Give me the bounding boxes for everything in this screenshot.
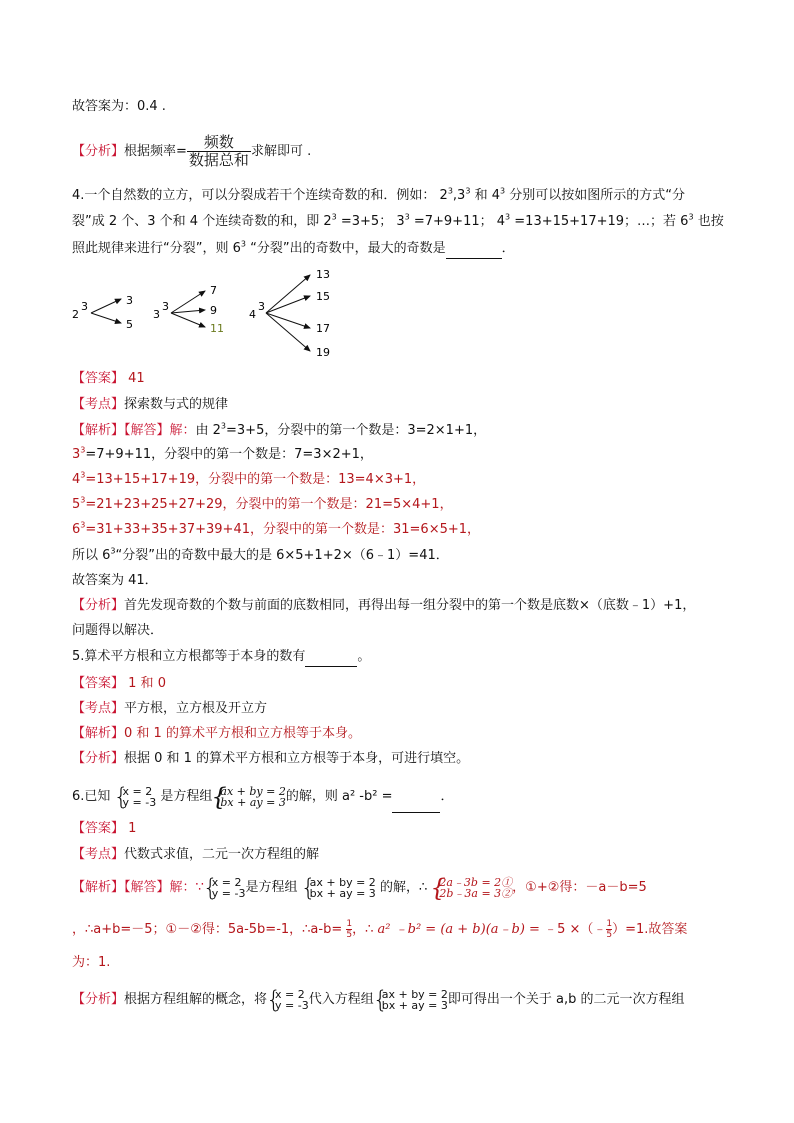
- q6-jiexi-1: 【解析】【解答】解：∵ { x = 2 y = -3 是方程组 { ax + by = 2 bx + ay = 3 的解，∴ { 2a﹣3b = 2① 2b﹣3a = 3② ，①+②得：－a－b=5: [72, 873, 647, 903]
- neg-one-fifth: $\frac{1}{5}$: [346, 919, 353, 940]
- q6-stem: 6.已知 { x = 2 y = -3 是方程组 { ax + by = 2 bx + ay = 3 的解，则 a² -b² = ．: [72, 782, 454, 813]
- analysis-post: 求解即可 .: [250, 144, 312, 159]
- arrow-3-1: [171, 291, 205, 313]
- answer-blank[interactable]: [305, 648, 357, 667]
- analysis-pre: 根据频率=: [124, 144, 187, 159]
- arrow-4-3: [266, 313, 310, 328]
- q4-jiexi-6: 所以 $6^3“$分裂”出的奇数中最大的是 6×5+1+2×（6﹣1）=41．: [72, 546, 449, 563]
- arrow-3-3: [171, 313, 205, 327]
- q6-answer: 【答案】 1: [72, 821, 137, 836]
- equation-system: { ax + by = 2 bx + ay = 3: [212, 786, 285, 808]
- q4-jiexi-3: $4^3=13+15+17+19$，分裂中的第一个数是：13=4×3+1，: [72, 470, 426, 487]
- exp-2: 3: [81, 300, 88, 313]
- analysis-tag: 【分析】: [72, 144, 125, 159]
- item-15: 15: [316, 290, 330, 303]
- exp-4: 3: [258, 300, 265, 313]
- equation-system: { ax + by = 2 bx + ay = 3: [302, 877, 376, 899]
- one-fifth: $\frac{1}{5}$: [606, 919, 613, 940]
- q4-line1: 4.一个自然数的立方，可以分裂成若干个连续奇数的和．例如： $2^3,3^3$ 和 $4^3$ 分别可以按如图所示的方式“分: [72, 186, 685, 203]
- q4-fenxi-2: 问题得以解决．: [72, 623, 164, 638]
- arrow-4-2: [266, 296, 310, 313]
- base-3: 3: [153, 308, 160, 321]
- q4-jiexi-5: $6^3=31+33+35+37+39+41$，分裂中的第一个数是：31=6×5+1，: [72, 520, 481, 537]
- equation-system: { ax + by = 2 bx + ay = 3: [374, 989, 448, 1011]
- base-2: 2: [72, 308, 79, 321]
- q6-jiexi-3: 为：1.: [72, 955, 111, 970]
- q4-line2: 裂”成 2 个、3 个和 4 个连续奇数的和，即 $2^3 =3+5$； $3^3 =7+9+11$； $4^3 =13+15+17+19$；…；若 $6^3$ 也按: [72, 212, 724, 229]
- frequency-fraction: $\frac{\text{频数}}{\text{数据总和}}$: [188, 133, 249, 169]
- q4-jiexi-1: 【解析】【解答】解：由 $2^3=3+5$，分裂中的第一个数是：3=2×1+1，: [72, 421, 487, 438]
- solution-system: { x = 2 y = -3: [204, 877, 246, 899]
- arrow-4-4: [266, 313, 310, 351]
- answer-blank[interactable]: [392, 782, 440, 813]
- arrow-3-2: [171, 310, 205, 313]
- q5-jiexi: 【解析】0 和 1 的算术平方根和立方根等于本身。: [72, 726, 361, 741]
- q4-line3: 照此规律来进行“分裂”，则 $6^3$ “分裂”出的奇数中，最大的奇数是 ．: [72, 240, 515, 259]
- arrow-2-1: [91, 299, 121, 313]
- q6-fenxi: 【分析】根据方程组解的概念，将 { x = 2 y = -3 代入方程组 { ax + by = 2 bx + ay = 3 即可得出一个关于 a,b 的二元一次方程组: [72, 985, 685, 1015]
- q5-answer: 【答案】 1 和 0: [72, 676, 166, 691]
- q4-jiexi-2: $3^3=7+9+11$，分裂中的第一个数是：7=3×2+1，: [72, 445, 373, 462]
- item-9: 9: [210, 304, 217, 317]
- item-7: 7: [210, 284, 217, 297]
- item-11: 11: [210, 322, 224, 335]
- q5-fenxi: 【分析】根据 0 和 1 的算术平方根和立方根等于本身，可进行填空。: [72, 751, 470, 766]
- q4-jiexi-7: 故答案为 41．: [72, 573, 158, 588]
- exp-3: 3: [162, 300, 169, 313]
- q6-jiexi-2: ，∴a+b=－5；①－②得：5a-5b=-1，∴a-b= $\frac{1}{5}$，∴ a² ﹣b² = (a + b)(a﹣b) = ﹣5 ×（﹣ $\frac{1}{5})=1$.故答案: [72, 919, 688, 940]
- arrow-4-1: [266, 275, 310, 313]
- solution-system: { x = 2 y = -3: [267, 989, 309, 1011]
- arrow-2-2: [91, 313, 121, 323]
- item-17: 17: [316, 322, 330, 335]
- solution-system: { x = 2 y = -3: [115, 786, 157, 808]
- item-19: 19: [316, 346, 330, 359]
- item-13: 13: [316, 268, 330, 281]
- answer-text: 故答案为：0.4 .: [72, 99, 166, 114]
- q6-kaodian: 【考点】代数式求值，二元一次方程组的解: [72, 847, 320, 862]
- q4-kaodian: 【考点】探索数与式的规律: [72, 397, 229, 412]
- q4-answer: 【答案】 41: [72, 371, 145, 386]
- derived-system: { 2a﹣3b = 2① 2b﹣3a = 3②: [431, 877, 512, 899]
- q4-jiexi-4: $5^3=21+23+25+27+29$，分裂中的第一个数是：21=5×4+1，: [72, 495, 453, 512]
- item-3: 3: [126, 294, 133, 307]
- base-4: 4: [249, 308, 256, 321]
- q5-kaodian: 【考点】平方根，立方根及开立方: [72, 701, 268, 716]
- item-5: 5: [126, 318, 133, 331]
- q4-fenxi-1: 【分析】首先发现奇数的个数与前面的底数相同，再得出每一组分裂中的第一个数是底数×（底数﹣1）+1，: [72, 598, 696, 613]
- q5-stem: 5.算术平方根和立方根都等于本身的数有 。: [72, 648, 370, 667]
